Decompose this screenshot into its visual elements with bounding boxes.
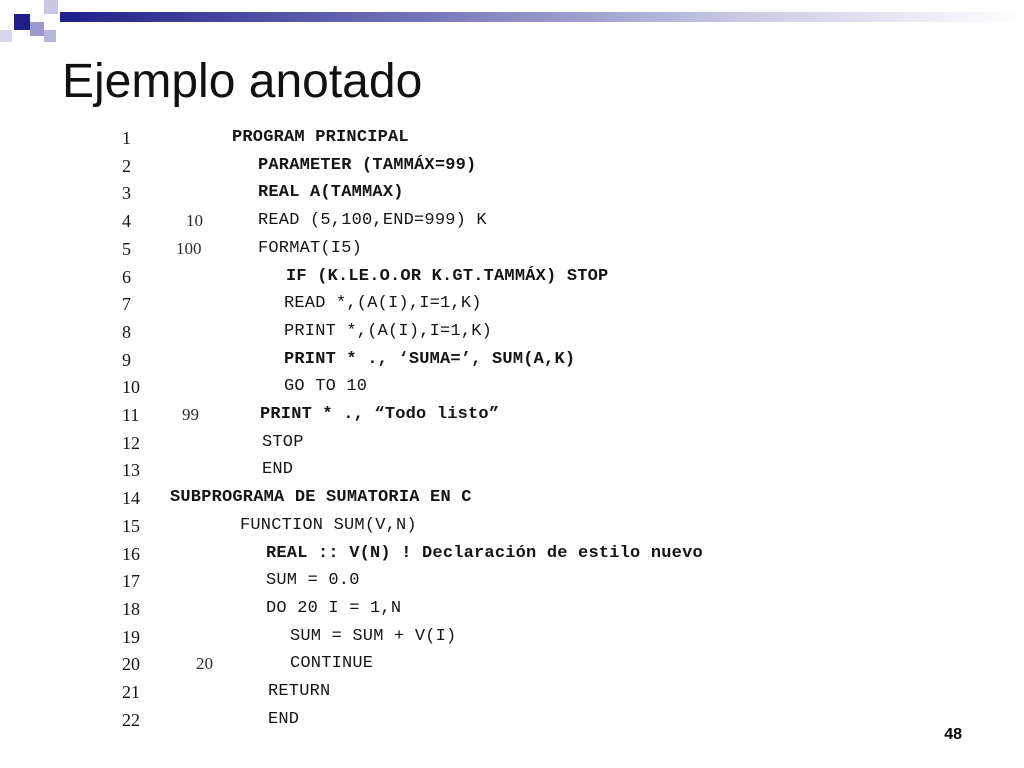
line-number: 12: [122, 433, 140, 453]
code-text: FUNCTION SUM(V,N): [240, 516, 417, 535]
code-text: PROGRAM PRINCIPAL: [232, 128, 409, 147]
code-text: PRINT *,(A(I),I=1,K): [284, 322, 493, 341]
line-number: 15: [122, 516, 140, 536]
decor-square: [44, 30, 56, 42]
code-text: PRINT * ., ‘SUMA=’, SUM(A,K): [284, 350, 576, 369]
title-decoration: [0, 0, 1024, 24]
code-text: SUBPROGRAMA DE SUMATORIA EN C: [170, 488, 472, 507]
code-text: FORMAT(I5): [258, 239, 363, 258]
code-line: [110, 460, 830, 488]
code-line: [110, 350, 830, 378]
line-number: 13: [122, 460, 140, 480]
line-number: 14: [122, 488, 140, 508]
line-number: 20: [122, 654, 140, 674]
line-number: 16: [122, 544, 140, 564]
line-number: 3: [122, 183, 131, 203]
code-line: [110, 211, 830, 239]
statement-label: 20: [196, 654, 213, 673]
code-text: REAL :: V(N) ! Declaración de estilo nuevo: [266, 544, 703, 563]
code-line: [110, 627, 830, 655]
code-text: IF (K.LE.O.OR K.GT.TAMMÁX) STOP: [286, 267, 609, 286]
line-number: 5: [122, 239, 131, 259]
code-line: [110, 322, 830, 350]
line-number: 4: [122, 211, 131, 231]
code-text: REAL A(TAMMAX): [258, 183, 404, 202]
code-line: [110, 544, 830, 572]
line-number: 1: [122, 128, 131, 148]
code-line: [110, 128, 830, 156]
line-number: 19: [122, 627, 140, 647]
code-text: GO TO 10: [284, 377, 368, 396]
decor-gradient-bar: [60, 12, 1024, 22]
line-number: 22: [122, 710, 140, 730]
decor-square: [0, 30, 12, 42]
code-line: [110, 571, 830, 599]
code-text: RETURN: [268, 682, 331, 701]
code-text: READ *,(A(I),I=1,K): [284, 294, 482, 313]
code-line: [110, 294, 830, 322]
code-line: [110, 267, 830, 295]
line-number: 2: [122, 156, 131, 176]
code-line: [110, 156, 830, 184]
line-number: 21: [122, 682, 140, 702]
code-line: [110, 239, 830, 267]
code-text: PRINT * ., “Todo listo”: [260, 405, 500, 424]
code-line: [110, 183, 830, 211]
line-number: 17: [122, 571, 140, 591]
code-line: [110, 405, 830, 433]
line-number: 7: [122, 294, 131, 314]
code-text: READ (5,100,END=999) K: [258, 211, 487, 230]
line-number: 11: [122, 405, 140, 425]
statement-label: 100: [176, 239, 202, 258]
decor-square: [14, 14, 30, 30]
code-text: DO 20 I = 1,N: [266, 599, 402, 618]
line-number: 10: [122, 377, 140, 397]
code-line: [110, 682, 830, 710]
code-text: SUM = 0.0: [266, 571, 360, 590]
code-text: PARAMETER (TAMMÁX=99): [258, 156, 477, 175]
code-text: CONTINUE: [290, 654, 374, 673]
line-number: 18: [122, 599, 140, 619]
page-number: 48: [944, 726, 962, 743]
line-number: 8: [122, 322, 131, 342]
slide-title: Ejemplo anotado: [62, 55, 423, 108]
decor-square: [44, 0, 58, 14]
line-number: 6: [122, 267, 131, 287]
code-line: [110, 710, 830, 738]
statement-label: 99: [182, 405, 199, 424]
code-line: [110, 516, 830, 544]
code-line: [110, 377, 830, 405]
code-line: [110, 599, 830, 627]
code-line: [110, 488, 830, 516]
line-number: 9: [122, 350, 131, 370]
code-text: END: [268, 710, 300, 729]
statement-label: 10: [186, 211, 203, 230]
code-listing: [110, 128, 830, 740]
code-text: STOP: [262, 433, 304, 452]
code-line: [110, 433, 830, 461]
code-text: END: [262, 460, 294, 479]
code-line: [110, 654, 830, 682]
decor-square: [30, 22, 44, 36]
code-text: SUM = SUM + V(I): [290, 627, 457, 646]
